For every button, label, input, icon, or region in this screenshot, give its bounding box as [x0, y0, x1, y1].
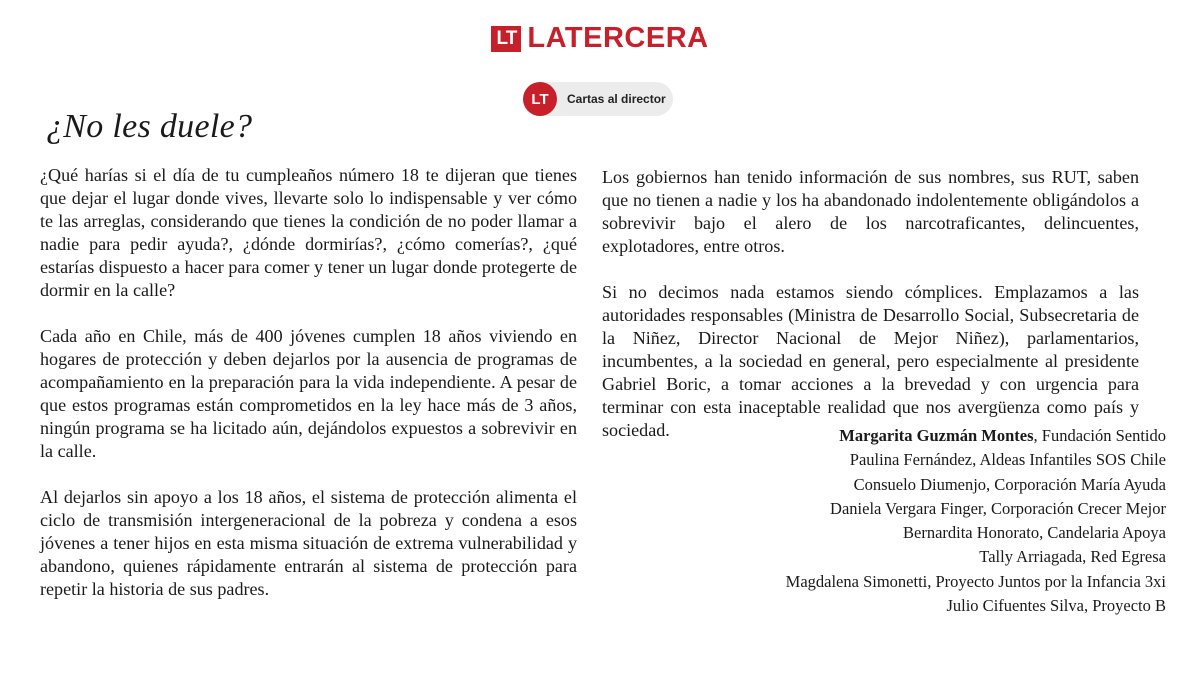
article-paragraph: ¿Qué harías si el día de tu cumpleaños número 18 te dijeran que tienes que dejar el lugar donde vives, llevarte solo lo indispensable y ver cómo te las arreglas, considerando que tienes la condición de no poder llamar a nadie para pedir ayuda?, ¿dónde dormirías?, ¿cómo comerías?, ¿qué estarías dispuesto a hacer para comer y tener un lugar donde protegerte de dormir en la calle? — [40, 165, 577, 300]
article-title: ¿No les duele? — [46, 108, 253, 145]
signature-line: Bernardita Honorato, Candelaria Apoya — [903, 523, 1166, 543]
article-paragraph: Los gobiernos han tenido información de sus nombres, sus RUT, saben que no tienen a nadie y los ha abandonado indolentemente obligándolos a sobrevivir bajo el alero de los narcotraficantes, delincuentes, explotadores, entre otros. — [602, 167, 1139, 256]
section-badge-pill[interactable] — [523, 82, 673, 116]
signature-line: Daniela Vergara Finger, Corporación Crecer Mejor — [830, 498, 1166, 518]
article-paragraph: Cada año en Chile, más de 400 jóvenes cumplen 18 años viviendo en hogares de protección y deben dejarlos por la ausencia de programas de acompañamiento en la preparación para la vida independiente. A pesar de que estos programas están comprometidos en la ley hace más de 3 años, ningún programa se ha licitado aún, dejándolos expuestos a sobrevivir en la calle. — [40, 326, 577, 461]
article-column-right — [602, 166, 1139, 465]
brand-logo-mark[interactable]: LT — [491, 26, 521, 52]
signature-line: Julio Cifuentes Silva, Proyecto B — [946, 596, 1166, 616]
lead-signer-org: , Fundación Sentido — [1033, 426, 1166, 445]
section-label: Cartas al director — [567, 92, 666, 106]
masthead — [0, 24, 1200, 53]
signature-line: Paulina Fernández, Aldeas Infantiles SOS Chile — [849, 450, 1166, 470]
signature-line: Consuelo Diumenjo, Corporación María Ayuda — [853, 474, 1166, 494]
article-paragraph: Al dejarlos sin apoyo a los 18 años, el sistema de protección alimenta el ciclo de transmisión intergeneracional de la pobreza y condena a esos jóvenes a tener hijos en esta misma situación de extrema vulnerabilidad y abandono, quienes rápidamente entrarán al sistema de protección para repetir la historia de sus padres. — [40, 487, 577, 599]
signature-line: Tally Arriagada, Red Egresa — [979, 547, 1166, 567]
lead-signature — [786, 424, 1166, 448]
signatures-block — [786, 424, 1166, 618]
article-column-left — [40, 164, 577, 624]
article-paragraph: Si no decimos nada estamos siendo cómplices. Emplazamos a las autoridades responsables (Ministra de Desarrollo Social, Subsecretaria de la Niñez, Director Nacional de Mejor Niñez), parlamentarios, incumbentes, a la sociedad en general, pero especialmente al presidente Gabriel Boric, a tomar acciones a la brevedad y con urgencia para terminar con esta inaceptable realidad que nos avergüenza como país y sociedad. — [602, 282, 1139, 440]
brand-name[interactable]: LATERCERA — [527, 22, 709, 54]
signature-line: Magdalena Simonetti, Proyecto Juntos por la Infancia 3xi — [785, 571, 1166, 591]
lead-signer-name: Margarita Guzmán Montes — [839, 426, 1034, 445]
section-logo-icon: LT — [523, 82, 557, 116]
